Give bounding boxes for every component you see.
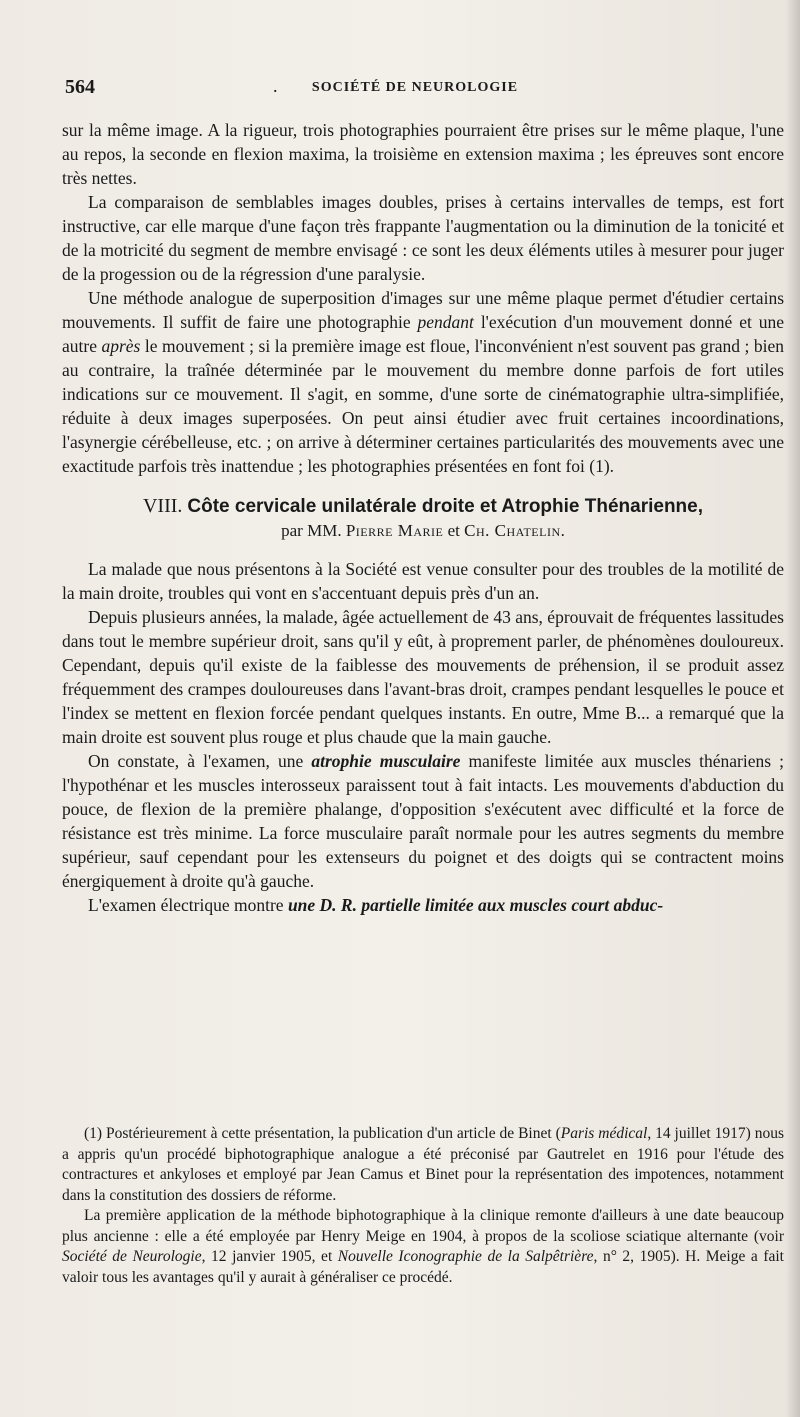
header-separator: . — [273, 76, 278, 96]
section-paragraph-4 — [62, 893, 784, 917]
emphasis-apres: après — [101, 336, 141, 356]
footnote-1 — [62, 1124, 784, 1206]
body-text — [62, 118, 784, 917]
footnotes — [62, 1124, 784, 1288]
paragraph-2: La comparaison de semblables images doubles, prises à certains intervalles de temps, est fort instructive, car elle marque d'une façon très frappante l'augmentation ou la diminution de la tonicité et de la motricité du segment de membre envisagé : ce sont les deux éléments utiles à mesurer pour juger de la progession ou de la régression d'une paralysie. — [62, 192, 784, 284]
footnote-2-part-a: La première application de la méthode biphotographique à la clinique remonte d'ailleurs à une date beaucoup plus ancienne : elle a été employée par Henry Meige en 1904, à propos de la scoliose sciatique alternante (voir — [62, 1207, 784, 1245]
emphasis-pendant: pendant — [417, 312, 474, 332]
footnote-1-part-a: (1) Postérieurement à cette présentation, la publication d'un article de Binet ( — [84, 1125, 561, 1142]
page-edge-shadow — [786, 0, 800, 1417]
paragraph-3-part-b: l'exécution d'un mouvement donné et une autre — [62, 312, 784, 356]
section-title: Côte cervicale unilatérale droite et Atrophie Thénarienne, — [187, 496, 704, 517]
footnote-1-emphasis: Paris médical — [560, 1125, 648, 1142]
author-2: Ch. Chatelin — [464, 521, 561, 540]
section-paragraph-2: Depuis plusieurs années, la malade, âgée actuellement de 43 ans, éprouvait de fréquentes lassitudes dans tout le membre supérieur droit, sans qu'il y eût, à proprement parler, de phénomènes douloureux. Cependant, depuis qu'il existe de la faiblesse des mouvements de préhension, il se produit assez fréquemment des crampes douloureuses dans l'avant-bras droit, crampes pendant lesquelles le pouce et l'index se mettent en flexion forcée pendant quelques instants. En outre, Mme B... a remarqué que la main droite est souvent plus rouge et plus chaude que la main gauche. — [62, 607, 784, 747]
footnote-2-emphasis-2: Nouvelle Iconographie de la Salpêtrière — [337, 1248, 594, 1265]
paragraph-1: sur la même image. A la rigueur, trois photographies pourraient être prises sur le même plaque, l'une au repos, la seconde en flexion maxima, la troisième en extension maxima ; les épreuves sont encore très nettes. — [62, 120, 784, 188]
authors-conjunction: et — [447, 521, 460, 540]
section-paragraph-3 — [62, 749, 784, 893]
section-paragraph-3-part-a: On constate, à l'examen, une — [88, 751, 312, 771]
section-number: VIII. — [142, 495, 183, 517]
section-paragraph-1: La malade que nous présentons à la Société est venue consulter pour des troubles de la motilité de la main droite, troubles qui vont en s'accentuant depuis près d'un an. — [62, 559, 784, 603]
author-1: Pierre Marie — [345, 521, 444, 540]
running-title: SOCIÉTÉ DE NEUROLOGIE — [311, 80, 519, 95]
footnote-2-emphasis-1: Société de Neurologie — [62, 1248, 202, 1265]
section-paragraph-4-part-a: L'examen électrique montre — [88, 895, 288, 915]
page-header — [65, 76, 765, 102]
footnote-2 — [62, 1206, 784, 1288]
footnote-2-part-b: , 12 janvier 1905, et — [201, 1248, 338, 1265]
emphasis-dr-partielle: une D. R. partielle limitée aux muscles court abduc- — [287, 895, 664, 915]
emphasis-atrophie: atrophie musculaire — [311, 751, 461, 771]
section-heading — [62, 494, 784, 519]
paragraph-3-part-c: le mouvement ; si la première image est floue, l'inconvénient n'est souvent pas grand ; bien au contraire, la traînée déterminée par le mouvement du membre donne parfois de fort utiles indications sur ce mouvement. Il s'agit, en somme, d'une sorte de cinématographie ultra-simplifiée, réduite à deux images superposées. On peut ainsi étudier avec fruit certaines incoordinations, l'asynergie cérébelleuse, etc. ; on arrive à déterminer certaines particularités des mouvements avec une exactitude parfois très inattendue ; les photographies présentées en font foi (1). — [62, 336, 784, 476]
paragraph-3 — [62, 286, 784, 478]
section-authors — [62, 519, 784, 543]
footnote-1-part-b: , 14 juillet 1917) nous a appris qu'un procédé biphotographique analogue a été préconisé par Gautrelet en 1916 pour l'étude des contractures et ankyloses et employé par Jean Camus et Binet pour la représentation des impotences, notamment dans la constitution des dossiers de réforme. — [62, 1125, 784, 1204]
authors-prefix: par MM. — [281, 521, 342, 540]
authors-end: . — [560, 521, 565, 540]
section-paragraph-3-part-b: manifeste limitée aux muscles thénariens ; l'hypothénar et les muscles interosseux paraissent tout à fait intacts. Les mouvements d'abduction du pouce, de flexion de la première phalange, d'opposition s'exécutent avec difficulté et la force de résistance est très minime. La force musculaire paraît normale pour les autres segments du membre supérieur, sauf cependant pour les extenseurs du poignet et des doigts qui se contractent moins énergiquement à droite qu'à gauche. — [62, 751, 784, 891]
paragraph-3-part-a: Une méthode analogue de superposition d'images sur une même plaque permet d'étudier certains mouvements. Il suffit de faire une photographie — [62, 288, 784, 332]
page-number: 564 — [65, 76, 95, 98]
footnote-2-part-c: , n° 2, 1905). H. Meige a fait valoir tous les avantages qu'il y aurait à généraliser ce procédé. — [62, 1248, 784, 1286]
